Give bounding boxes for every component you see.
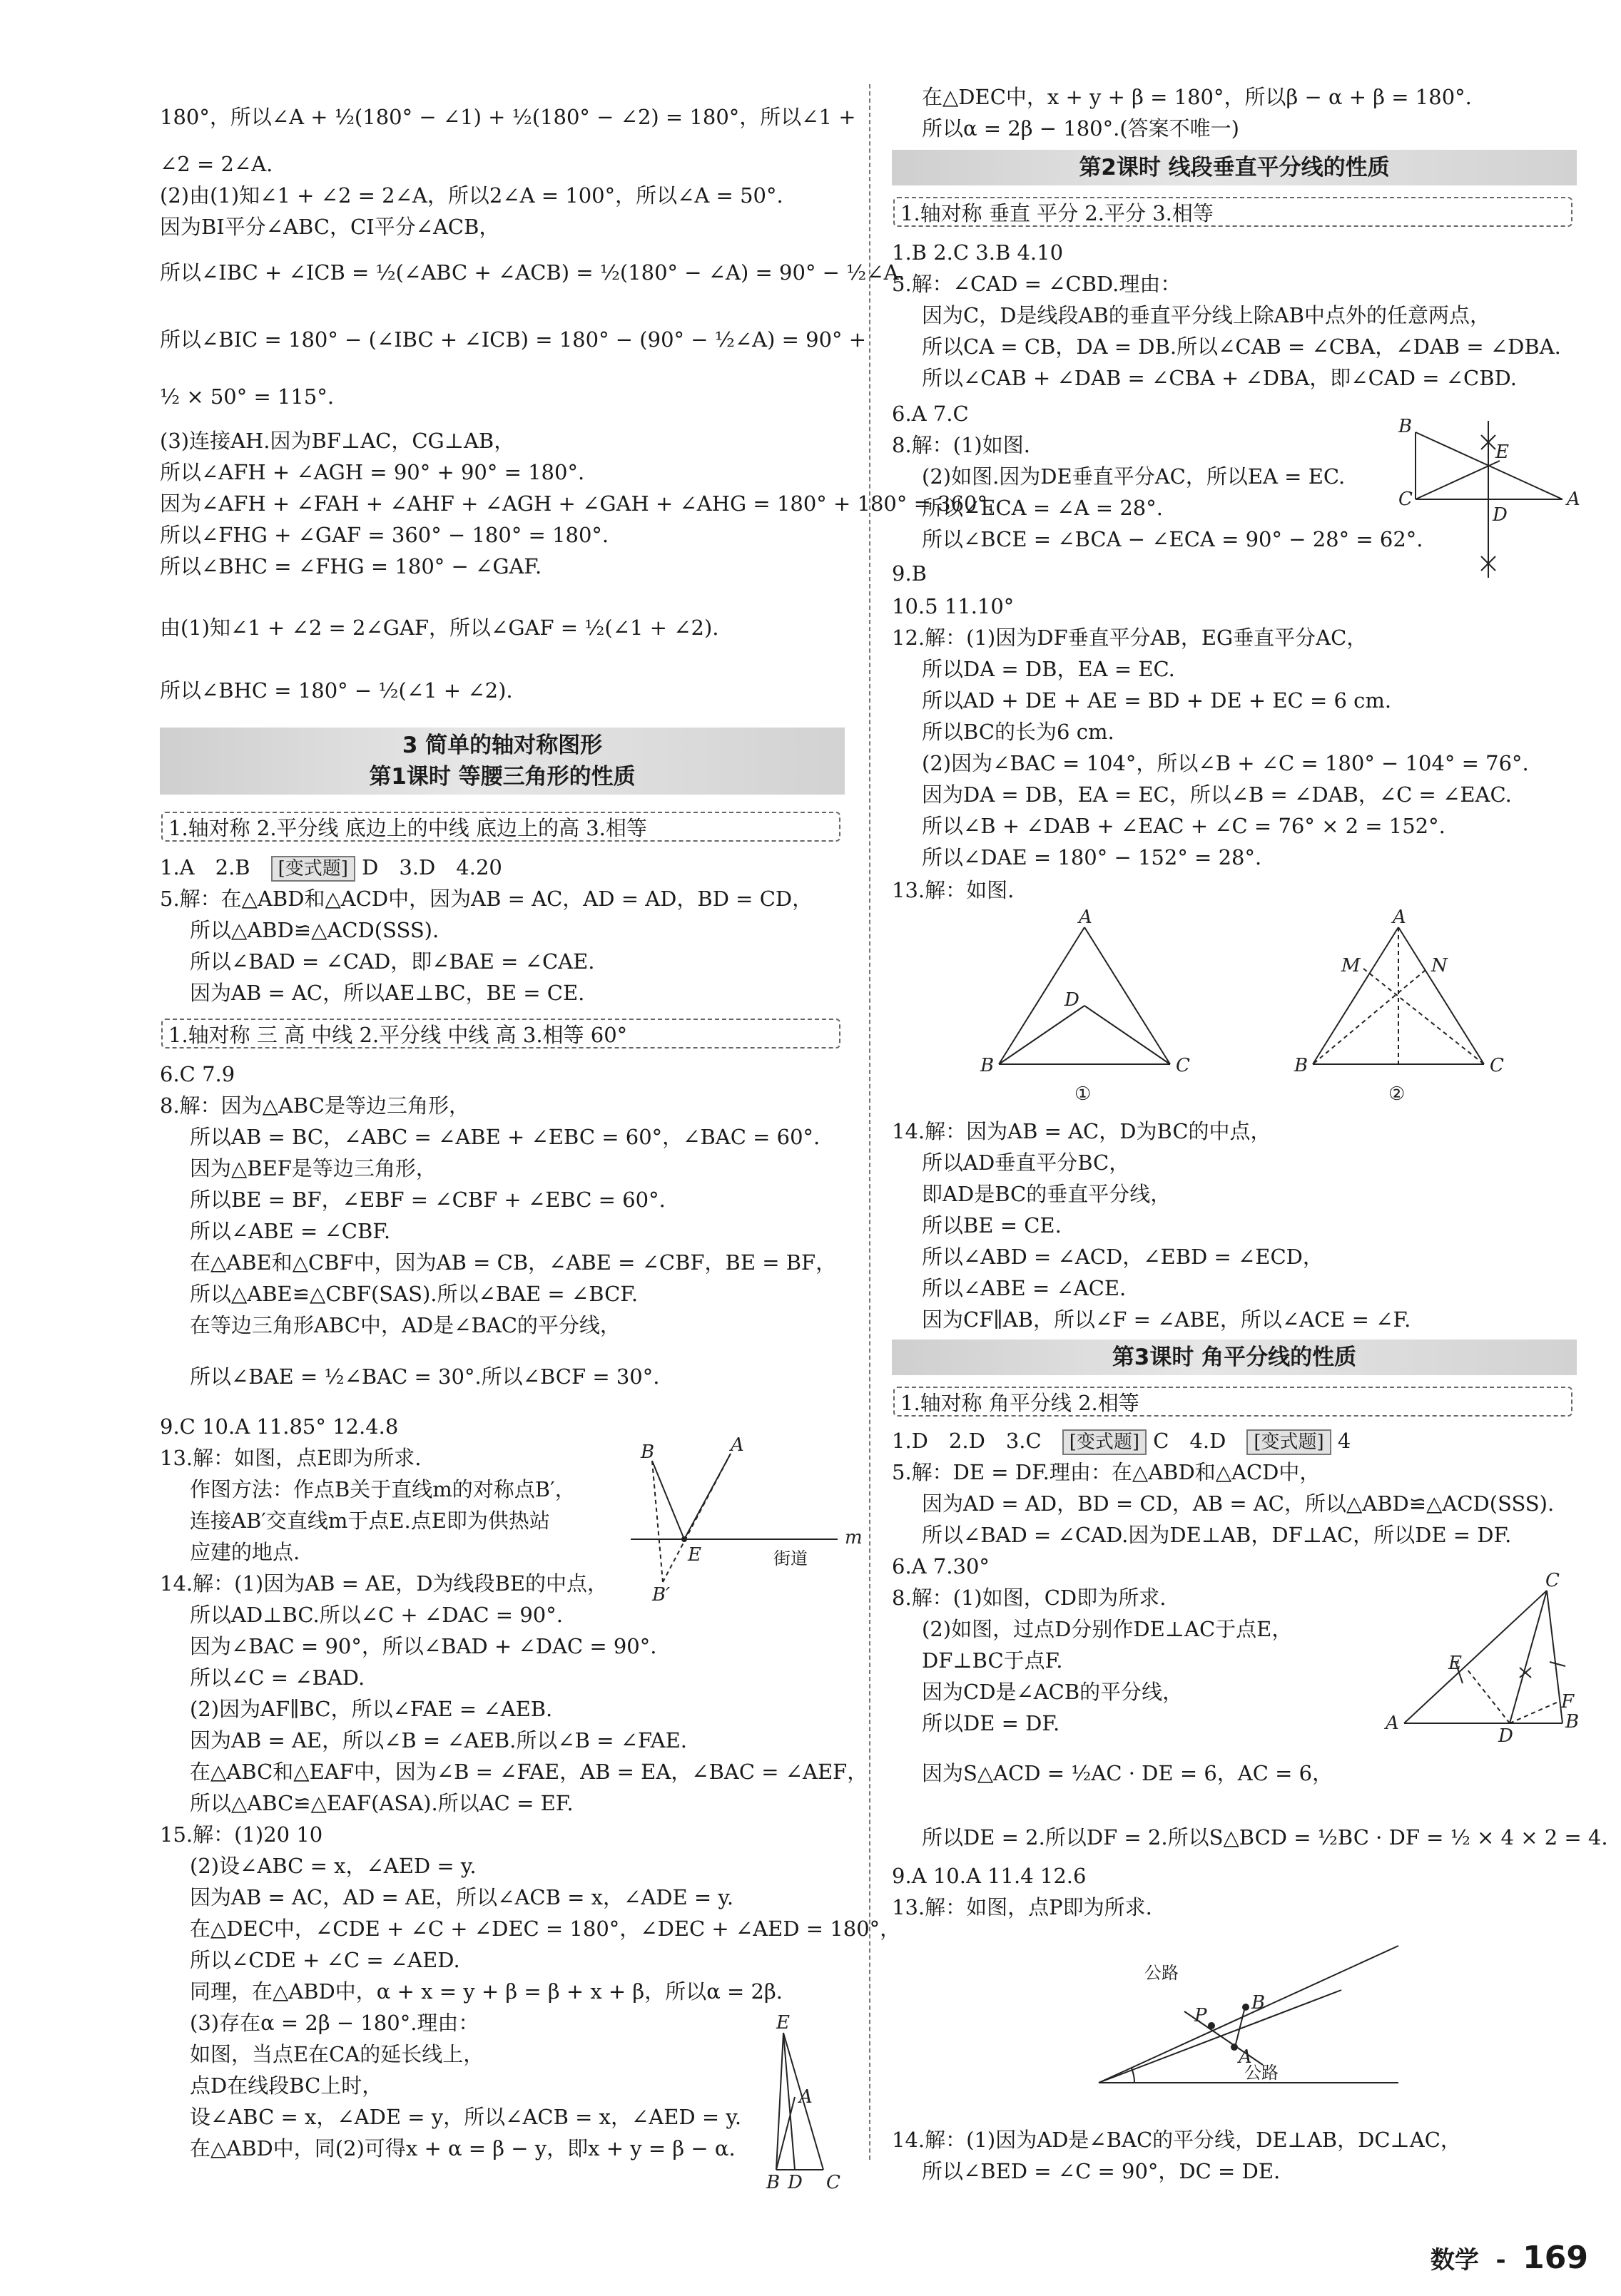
text-line: 所以∠CDE + ∠C = ∠AED. bbox=[190, 1948, 460, 1972]
text-line: 所以∠CAB + ∠DAB = ∠CBA + ∠DBA，即∠CAD = ∠CBD. bbox=[922, 366, 1517, 390]
street-label: 街道 bbox=[773, 1548, 808, 1568]
lesson-banner: 第3课时 角平分线的性质 bbox=[892, 1340, 1577, 1375]
column-separator bbox=[869, 84, 870, 2160]
svg-text:m: m bbox=[845, 1527, 863, 1548]
text-line: 所以AD + DE + AE = BD + DE + EC = 6 cm. bbox=[922, 688, 1392, 713]
svg-text:E: E bbox=[688, 1544, 701, 1566]
text-line: 12.解：(1)因为DF垂直平分AB，EG垂直平分AC， bbox=[892, 626, 1368, 650]
svg-text:E: E bbox=[1448, 1653, 1462, 1674]
svg-text:D: D bbox=[1498, 1725, 1513, 1747]
text-line: 所以∠ABE = ∠CBF. bbox=[190, 1219, 391, 1243]
text-line: 作图方法：作点B关于直线m的对称点B′， bbox=[190, 1477, 576, 1501]
text-line: 所以BE = CE. bbox=[922, 1213, 1062, 1238]
svg-text:B′: B′ bbox=[652, 1584, 671, 1606]
svg-text:C: C bbox=[1176, 1055, 1190, 1076]
text-line: 所以△ABE≌△CBF(SAS).所以∠BAE = ∠BCF. bbox=[190, 1282, 639, 1306]
road-label: 公路 bbox=[1144, 1963, 1179, 1983]
text-line: 所以AB = BC，∠ABC = ∠ABE + ∠EBC = 60°，∠BAC = 60°. bbox=[190, 1125, 820, 1149]
text-line: 8.解：因为△ABC是等边三角形， bbox=[160, 1093, 469, 1118]
svg-text:D: D bbox=[1493, 504, 1508, 526]
text-line: 所以DA = DB，EA = EC. bbox=[922, 657, 1175, 681]
svg-text:A: A bbox=[1393, 907, 1406, 928]
page-footer bbox=[1431, 2240, 1588, 2276]
text-line: 即AD是BC的垂直平分线， bbox=[922, 1182, 1172, 1206]
text-line: 所以∠BAD = ∠CAD.因为DE⊥AB，DF⊥AC，所以DE = DF. bbox=[922, 1523, 1512, 1547]
svg-text:B: B bbox=[980, 1055, 995, 1076]
text-line: 因为∠AFH + ∠FAH + ∠AHF + ∠AGH + ∠GAH + ∠AHG = 180° + 180° = 360°， bbox=[160, 491, 1008, 516]
variant-tag: [变式题] bbox=[1062, 1429, 1147, 1455]
text-line: (2)如图.因为DE垂直平分AC，所以EA = EC. bbox=[922, 464, 1346, 489]
text-line: 所以∠BHC = 180° − ½(∠1 + ∠2). bbox=[160, 678, 513, 703]
text-line: 所以BC的长为6 cm. bbox=[922, 720, 1114, 744]
knowledge-box: 1.轴对称 角平分线 2.相等 bbox=[893, 1387, 1572, 1417]
text-line: 所以△ABC≌△EAF(ASA).所以AC = EF. bbox=[190, 1791, 574, 1815]
road-label: 公路 bbox=[1244, 2063, 1279, 2083]
svg-text:A: A bbox=[731, 1434, 744, 1456]
text-line: 所以α = 2β − 180°.(答案不唯一) bbox=[922, 116, 1239, 141]
text-line: 15.解：(1)20 10 bbox=[160, 1822, 323, 1847]
text-line: 所以∠FHG + ∠GAF = 360° − 180° = 180°. bbox=[160, 523, 609, 547]
text-line: 5.解：DE = DF.理由：在△ABD和△ACD中， bbox=[892, 1460, 1321, 1484]
text-line: DF⊥BC于点F. bbox=[922, 1648, 1063, 1673]
text-line: 因为CF∥AB，所以∠F = ∠ABE，所以∠ACE = ∠F. bbox=[922, 1307, 1411, 1332]
text-line: 应建的地点. bbox=[190, 1540, 300, 1564]
figure-q15 bbox=[766, 2012, 852, 2193]
footer-dash: - bbox=[1495, 2246, 1506, 2275]
subject-label: 数学 bbox=[1430, 2246, 1479, 2275]
answer-line: 1.D 2.D 3.C [变式题] C 4.D [变式题] 4 bbox=[892, 1427, 1351, 1455]
svg-text:C: C bbox=[1545, 1570, 1560, 1591]
text-line: 所以∠B + ∠DAB + ∠EAC + ∠C = 76° × 2 = 152°. bbox=[922, 814, 1445, 838]
text-line: 同理，在△ABD中，α + x = y + β = β + x + β，所以α = 2β. bbox=[190, 1979, 783, 2004]
svg-text:P: P bbox=[1194, 2005, 1207, 2026]
text-line: 9.B bbox=[892, 561, 927, 586]
section-title: 3 简单的轴对称图形 bbox=[402, 733, 603, 758]
text-line: 所以∠BED = ∠C = 90°，DC = DE. bbox=[922, 2159, 1281, 2183]
figure-number: ② bbox=[1388, 1083, 1406, 1105]
text-line: 所以∠AFH + ∠AGH = 90° + 90° = 180°. bbox=[160, 460, 585, 484]
text-line: 点D在线段BC上时， bbox=[190, 2073, 383, 2098]
figure-heating-station bbox=[631, 1434, 863, 1611]
text-line: (2)由(1)知∠1 + ∠2 = 2∠A，所以2∠A = 100°，所以∠A = 50°. bbox=[160, 183, 783, 208]
text-line: 在△ABD中，同(2)可得x + α = β − y，即x + y = β − α. bbox=[190, 2136, 736, 2160]
text-line: 在△DEC中，x + y + β = 180°，所以β − α + β = 180°. bbox=[922, 85, 1472, 109]
text-line: 在△ABE和△CBF中，因为AB = CB，∠ABE = ∠CBF，BE = BF， bbox=[190, 1250, 837, 1275]
text-line: 因为AB = AC，AD = AE，所以∠ACB = x，∠ADE = y. bbox=[190, 1885, 734, 1909]
text-line: 所以DE = DF. bbox=[922, 1711, 1060, 1735]
figure-q8-angle-bisector bbox=[1384, 1570, 1584, 1747]
svg-text:B: B bbox=[766, 2172, 781, 2193]
svg-text:N: N bbox=[1431, 955, 1448, 976]
text-line: 所以∠DAE = 180° − 152° = 28°. bbox=[922, 845, 1262, 869]
text-line: 8.解：(1)如图，CD即为所求. bbox=[892, 1586, 1167, 1610]
text-line: 1.B 2.C 3.B 4.10 bbox=[892, 240, 1064, 265]
variant-tag: [变式题] bbox=[271, 856, 355, 882]
svg-text:A: A bbox=[799, 2086, 813, 2108]
svg-text:B: B bbox=[1251, 1992, 1266, 2014]
svg-text:E: E bbox=[1495, 442, 1509, 463]
text-line: 13.解：如图，点P即为所求. bbox=[892, 1895, 1152, 1919]
text-line: 在等边三角形ABC中，AD是∠BAC的平分线， bbox=[190, 1313, 621, 1337]
lesson-banner: 第2课时 线段垂直平分线的性质 bbox=[892, 150, 1577, 185]
text-line: 因为AD = AD，BD = CD，AB = AC，所以△ABD≌△ACD(SSS). bbox=[922, 1491, 1555, 1516]
text-line: 因为△BEF是等边三角形， bbox=[190, 1156, 437, 1180]
text-line: 所以∠ECA = ∠A = 28°. bbox=[922, 496, 1163, 520]
text-line: 所以∠IBC + ∠ICB = ½(∠ABC + ∠ACB) = ½(180° − ∠A) = 90° − ½∠A. bbox=[160, 260, 905, 285]
svg-text:D: D bbox=[788, 2172, 803, 2193]
text-line: 6.C 7.9 bbox=[160, 1062, 235, 1086]
text-line: 在△DEC中，∠CDE + ∠C + ∠DEC = 180°，∠DEC + ∠AED = 180°， bbox=[190, 1917, 901, 1941]
text-line: 5.解：在△ABD和△ACD中，因为AB = AC，AD = AD，BD = CD， bbox=[160, 887, 813, 911]
section-banner bbox=[160, 728, 845, 795]
text-line: 因为AB = AE，所以∠B = ∠AEB.所以∠B = ∠FAE. bbox=[190, 1728, 687, 1752]
text-line: 因为∠BAC = 90°，所以∠BAD + ∠DAC = 90°. bbox=[190, 1634, 657, 1658]
text-line: (2)因为AF∥BC，所以∠FAE = ∠AEB. bbox=[190, 1697, 553, 1721]
text-line: 9.C 10.A 11.85° 12.4.8 bbox=[160, 1414, 399, 1439]
text-line: 如图，当点E在CA的延长线上， bbox=[190, 2042, 484, 2066]
text-line: 在△ABC和△EAF中，因为∠B = ∠FAE，AB = EA，∠BAC = ∠AEF， bbox=[190, 1760, 868, 1784]
text-line: 所以BE = BF，∠EBF = ∠CBF + ∠EBC = 60°. bbox=[190, 1188, 666, 1212]
svg-text:A: A bbox=[1567, 489, 1580, 510]
text-line: 因为C，D是线段AB的垂直平分线上除AB中点外的任意两点， bbox=[922, 303, 1490, 327]
right-column bbox=[892, 0, 1608, 2296]
text-line: 连接AB′交直线m于点E.点E即为供热站 bbox=[190, 1509, 550, 1533]
figure-q13-roads bbox=[1084, 1940, 1413, 2097]
text-line: 所以∠BIC = 180° − (∠IBC + ∠ICB) = 180° − (90° − ½∠A) = 90° + bbox=[160, 327, 867, 352]
knowledge-box: 1.轴对称 2.平分线 底边上的中线 底边上的高 3.相等 bbox=[161, 812, 840, 842]
knowledge-box: 1.轴对称 垂直 平分 2.平分 3.相等 bbox=[893, 197, 1572, 227]
text-line: ½ × 50° = 115°. bbox=[160, 384, 335, 409]
variant-tag: [变式题] bbox=[1246, 1429, 1331, 1455]
lesson-title: 第1课时 等腰三角形的性质 bbox=[369, 764, 636, 790]
svg-text:C: C bbox=[1398, 489, 1413, 510]
text-line: 13.解：如图，点E即为所求. bbox=[160, 1446, 422, 1470]
figure-number: ① bbox=[1074, 1083, 1092, 1105]
text-line: 所以CA = CB，DA = DB.所以∠CAB = ∠CBA，∠DAB = ∠DBA. bbox=[922, 335, 1561, 359]
svg-text:B: B bbox=[1398, 416, 1413, 437]
text-line: 所以∠BCE = ∠BCA − ∠ECA = 90° − 28° = 62°. bbox=[922, 527, 1423, 551]
text-line: (3)连接AH.因为BF⊥AC，CG⊥AB， bbox=[160, 429, 515, 453]
text-line: 所以∠BHC = ∠FHG = 180° − ∠GAF. bbox=[160, 554, 542, 578]
text-line: 所以∠BAE = ½∠BAC = 30°.所以∠BCF = 30°. bbox=[190, 1364, 660, 1389]
text-line: 所以∠BAD = ∠CAD，即∠BAE = ∠CAE. bbox=[190, 949, 595, 974]
text-line: 因为S△ACD = ½AC · DE = 6，AC = 6， bbox=[922, 1761, 1333, 1785]
text-line: 因为BI平分∠ABC，CI平分∠ACB， bbox=[160, 215, 500, 239]
svg-text:E: E bbox=[776, 2012, 790, 2034]
svg-text:F: F bbox=[1561, 1691, 1575, 1713]
svg-text:M: M bbox=[1341, 955, 1361, 976]
figure-q13-triangles bbox=[977, 907, 1505, 1113]
svg-text:A: A bbox=[1239, 2046, 1252, 2068]
text-line: 180°，所以∠A + ½(180° − ∠1) + ½(180° − ∠2) = 180°，所以∠1 + bbox=[160, 105, 856, 129]
svg-text:C: C bbox=[826, 2172, 840, 2193]
text-line: 6.A 7.30° bbox=[892, 1554, 990, 1578]
text-line: 14.解：因为AB = AC，D为BC的中点， bbox=[892, 1119, 1271, 1143]
text-line: 14.解：(1)因为AB = AE，D为线段BE的中点， bbox=[160, 1571, 609, 1596]
text-line: 所以AD⊥BC.所以∠C + ∠DAC = 90°. bbox=[190, 1603, 563, 1627]
text-line: ∠2 = 2∠A. bbox=[160, 152, 273, 176]
text-line: (2)如图，过点D分别作DE⊥AC于点E， bbox=[922, 1617, 1293, 1641]
page-number: 169 bbox=[1523, 2240, 1588, 2276]
text-line: 由(1)知∠1 + ∠2 = 2∠GAF，所以∠GAF = ½(∠1 + ∠2). bbox=[160, 616, 719, 640]
text-line: 5.解：∠CAD = ∠CBD.理由： bbox=[892, 272, 1182, 296]
svg-text:A: A bbox=[1386, 1713, 1399, 1734]
knowledge-box: 1.轴对称 三 高 中线 2.平分线 中线 高 3.相等 60° bbox=[161, 1019, 840, 1048]
text-line: 所以AD垂直平分BC， bbox=[922, 1150, 1130, 1175]
figure-q8-bisector bbox=[1398, 414, 1580, 578]
svg-text:A: A bbox=[1079, 907, 1092, 928]
text-line: (2)设∠ABC = x，∠AED = y. bbox=[190, 1854, 477, 1878]
svg-text:D: D bbox=[1064, 989, 1079, 1011]
svg-text:B: B bbox=[641, 1442, 655, 1463]
text-line: 所以△ABD≌△ACD(SSS). bbox=[190, 918, 439, 942]
text-line: 设∠ABC = x，∠ADE = y，所以∠ACB = x，∠AED = y. bbox=[190, 2105, 742, 2129]
text-line: (2)因为∠BAC = 104°，所以∠B + ∠C = 180° − 104° = 76°. bbox=[922, 751, 1529, 775]
text-line: 10.5 11.10° bbox=[892, 594, 1015, 618]
text-line: 所以∠C = ∠BAD. bbox=[190, 1665, 365, 1690]
svg-text:C: C bbox=[1490, 1055, 1504, 1076]
text-line: 6.A 7.C bbox=[892, 402, 969, 426]
text-line: 因为AB = AC，所以AE⊥BC，BE = CE. bbox=[190, 981, 585, 1005]
text-line: 因为DA = DB，EA = EC，所以∠B = ∠DAB，∠C = ∠EAC. bbox=[922, 782, 1512, 807]
answer-line: 1.A 2.B [变式题] D 3.D 4.20 bbox=[160, 853, 502, 882]
text-line: 所以DE = 2.所以DF = 2.所以S△BCD = ½BC · DF = ½ × 4 × 2 = 4. bbox=[922, 1825, 1608, 1849]
text-line: 13.解：如图. bbox=[892, 878, 1015, 902]
svg-text:B: B bbox=[1294, 1055, 1309, 1076]
text-line: 所以∠ABE = ∠ACE. bbox=[922, 1276, 1127, 1300]
text-line: 所以∠ABD = ∠ACD，∠EBD = ∠ECD， bbox=[922, 1245, 1323, 1269]
text-line: (3)存在α = 2β − 180°.理由： bbox=[190, 2011, 479, 2035]
text-line: 8.解：(1)如图. bbox=[892, 433, 1030, 457]
text-line: 9.A 10.A 11.4 12.6 bbox=[892, 1864, 1087, 1888]
text-line: 14.解：(1)因为AD是∠BAC的平分线，DE⊥AB，DC⊥AC， bbox=[892, 2128, 1461, 2152]
text-line: 因为CD是∠ACB的平分线， bbox=[922, 1680, 1184, 1704]
svg-text:B: B bbox=[1565, 1711, 1580, 1733]
